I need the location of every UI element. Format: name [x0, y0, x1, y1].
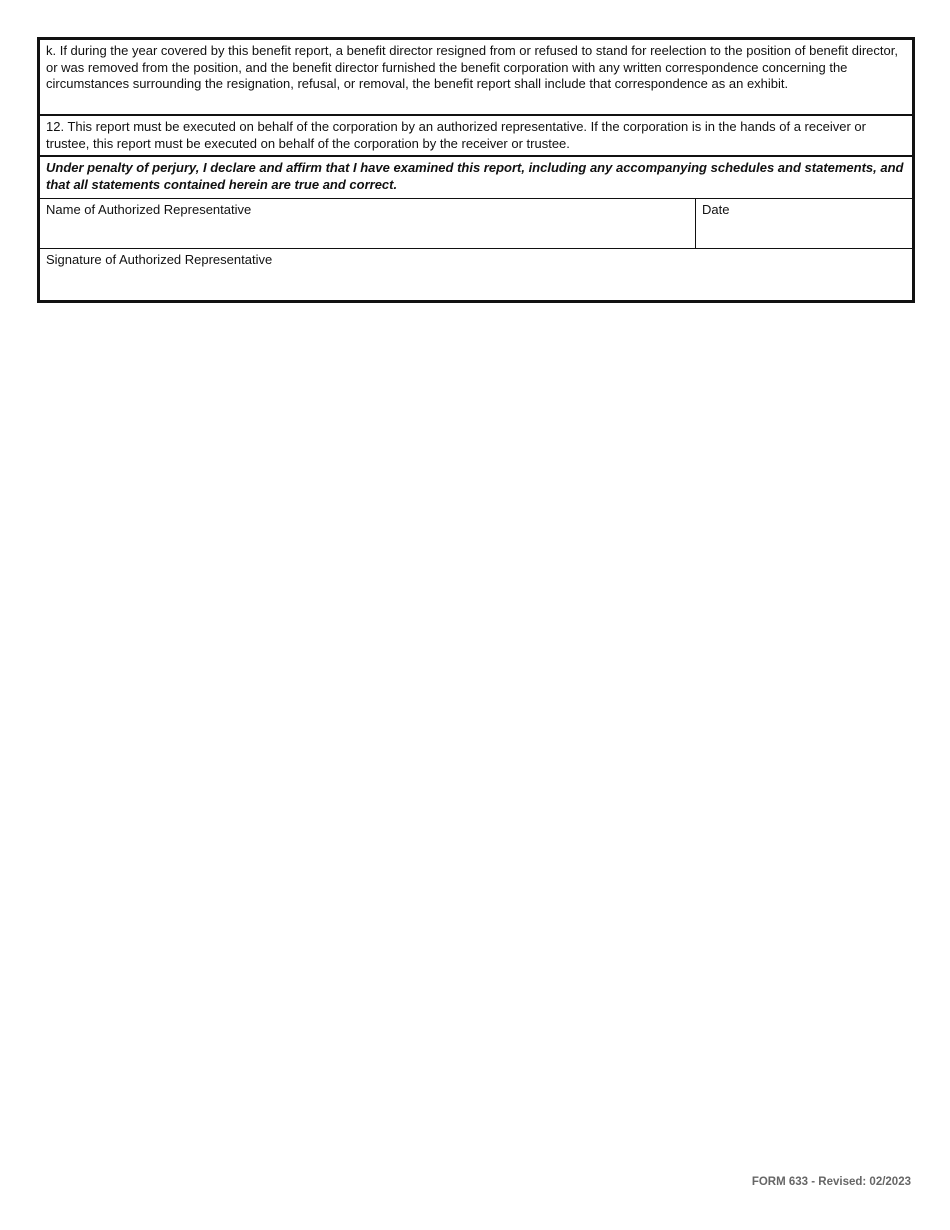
signature-field[interactable] [40, 249, 912, 300]
signature-label: Signature of Authorized Representative [46, 252, 273, 267]
perjury-statement [40, 157, 912, 199]
item-12-text: 12. This report must be executed on behalf of the corporation by an authorized representative. If the corporation is in the hands of a receiver or trustee, this report must be executed on behalf of the corporation by the receiver or trustee. [46, 119, 866, 151]
benefit-report-form [37, 37, 915, 303]
representative-name-label: Name of Authorized Representative [46, 202, 252, 217]
date-field[interactable] [696, 199, 912, 248]
representative-row [40, 199, 912, 249]
form-footer [752, 1176, 911, 1188]
form-revision-label: FORM 633 - Revised: 02/2023 [751, 1176, 911, 1188]
perjury-statement-text: Under penalty of perjury, I declare and affirm that I have examined this report, including any accompanying schedules and statements, and that all statements contained herein are true and correct. [46, 160, 904, 192]
item-k-text: k. If during the year covered by this benefit report, a benefit director resigned from or refused to stand for reelection to the position of benefit director, or was removed from the position, and the benefit director furnished the benefit corporation with any written correspondence concerning the circumstances surrounding the resignation, refusal, or removal, the benefit report shall include that correspondence as an exhibit. [46, 43, 898, 91]
date-label: Date [702, 202, 730, 217]
representative-name-field[interactable] [40, 199, 696, 248]
item-k-instructions [40, 40, 912, 116]
item-12-instructions [40, 116, 912, 157]
